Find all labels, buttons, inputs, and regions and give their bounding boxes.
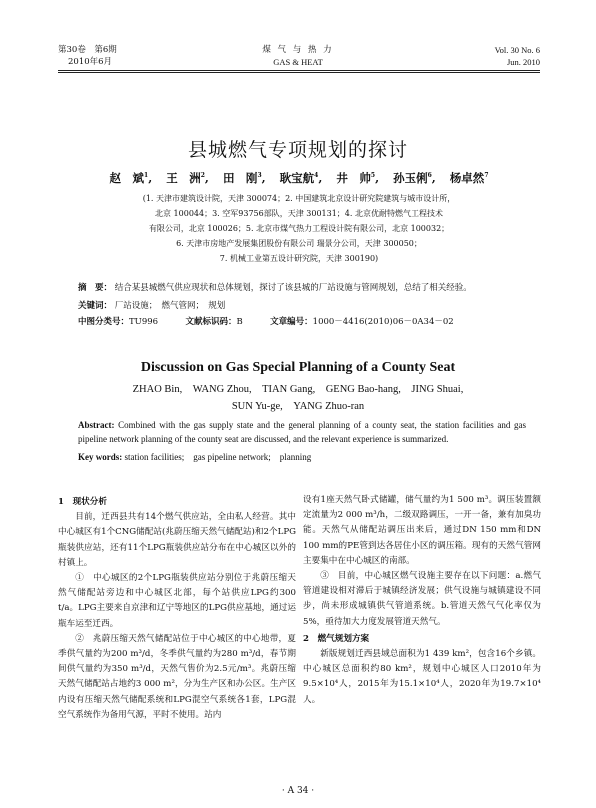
author-affiliation-mark: 2 (200, 172, 205, 180)
english-abstract (78, 418, 526, 464)
body-paragraph: ③ 目前，中心城区燃气设施主要存在以下问题：a.燃气管道建设相对滞后于城镇经济发展；供气设施与城镇建设不同步，尚未形成城镇供气管道系统。b.管道天然气气化率仅为5%，亟待加大力度发展管道天然气。 (303, 571, 541, 627)
english-authors-line: SUN Yu-ge, YANG Zhuo-ran (231, 401, 365, 412)
affiliation-line: 有限公司，北京 100026；5. 北京市煤气热力工程设计院有限公司，北京 100032； (148, 224, 450, 233)
affiliation-line: 北京 100044；3. 空军93756部队，天津 300131；4. 北京优耐特燃气工程技术 (155, 209, 443, 218)
body-paragraph: 设有1座天然气卧式储罐，储气量约为1 500 m³。调压装置额定流量为2 000 m³/h，二级双路调压，一开一备，兼有加臭功能。天然气从储配站调压出来后，通过DN 150 mm和DN 100 mm的PE管到达各居住小区的调压箱。现有的天然气管网主要集中在中心城区的南部。 (303, 495, 541, 566)
author-list (58, 170, 540, 186)
header-vol-en (495, 44, 540, 68)
affiliations (70, 191, 528, 266)
header-journal-issue (58, 44, 117, 68)
author-name: 王 洲 (166, 171, 201, 185)
author-affiliation-mark: 7 (484, 172, 489, 180)
author-affiliation-mark: 6 (427, 172, 432, 180)
body-paragraph: 新版规划迁西县域总面积为1 439 km²，包含16个乡镇。中心城区总面积约80 km²，规划中心城区人口2010年为9.5×10⁴人，2015年为15.1×10⁴人，2020年为19.7×10⁴人。 (303, 649, 541, 705)
classification-line (78, 315, 528, 329)
keywords-zh-label: 关键词： (78, 301, 113, 311)
author-separator: , (375, 171, 380, 185)
author-name: 井 帅 (336, 171, 371, 185)
abstract-zh-text: 结合某县城燃气供应现状和总体规划，探讨了该县城的厂站设施与管网规划，总结了相关经验。 (114, 283, 472, 293)
body-left-column (58, 493, 296, 723)
section-heading: 2 燃气规划方案 (303, 633, 370, 644)
header-month: Jun. 2010 (506, 57, 540, 67)
author-affiliation-mark: 5 (370, 172, 376, 180)
body-paragraph: ② 兆蔚压缩天然气储配站位于中心城区的中心地带，夏季供气量约为200 m³/d，冬季供气量约为280 m³/d，春节期间供气量约为350 m³/d，天然气售价为2.5元/m³。兆蔚压缩天然气储配站占地约3 000 m²，分为生产区和办公区。生产区内设有压缩天然气储配系统和LPG混空气系统各1套，LPG混空气系统作为备用气源，平时不使用。站内 (58, 633, 296, 720)
body-paragraph: ① 中心城区的2个LPG瓶装供应站分别位于兆蔚压缩天然气储配站旁边和中心城区北部，每个站供应LPG约300 t/a。LPG主要来自京津和辽宁等地区的LPG供应基地，通过运瓶车运至迁西。 (58, 573, 296, 629)
body-paragraph: 目前，迁西县共有14个燃气供应站，全由私人经营。其中中心城区有1个CNG储配站(兆蔚压缩天然气储配站)和2个LPG瓶装供应站，还有11个LPG瓶装供应站分布在中心城区以外的村镇上。 (58, 512, 296, 568)
author-affiliation-mark: 4 (314, 172, 319, 180)
english-keywords (78, 450, 526, 464)
author-affiliation-mark: 3 (257, 172, 262, 180)
author-separator: , (261, 171, 266, 185)
header-date: 2010年6月 (68, 57, 113, 67)
english-title: Discussion on Gas Special Planning of a County Seat (140, 360, 456, 375)
article-no-label: 文章编号： (270, 317, 313, 327)
doc-code-value: B (236, 317, 243, 327)
affiliation-line: (1. 天津市建筑设计院，天津 300074；2. 中国建筑北京设计研究院建筑与城市设计所， (142, 194, 456, 203)
header-rule-thin (58, 72, 540, 73)
english-abstract-body (78, 418, 526, 446)
english-authors-line: ZHAO Bin, WANG Zhou, TIAN Gang, GENG Bao-hang, JING Shuai, (132, 384, 464, 395)
header-journal-cn: 煤 气 与 热 力 (262, 45, 334, 55)
author-name: 赵 斌 (109, 171, 144, 185)
doc-code-label: 文献标识码： (185, 317, 237, 327)
english-authors (70, 381, 526, 415)
english-keywords-label: Key words: (78, 452, 123, 462)
author-name: 杨卓然 (449, 171, 485, 185)
affiliation-line: 7. 机械工业第五设计研究院，天津 300190) (219, 254, 379, 263)
abstract-zh-label: 摘 要： (78, 283, 113, 293)
abstract-zh (78, 281, 528, 329)
author-separator: , (148, 171, 153, 185)
article-no-value: 1000－4416(2010)06－0A34－02 (312, 317, 454, 327)
clc-label: 中图分类号： (78, 317, 130, 327)
affiliation-line: 6. 天津市房地产发展集团股份有限公司 瑞景分公司，天津 300050； (176, 239, 422, 248)
page-number: · A 34 · (281, 786, 315, 796)
author-separator: , (318, 171, 323, 185)
author-name: 耿宝航 (279, 171, 315, 185)
body-right-column (303, 493, 541, 708)
author-separator: , (204, 171, 209, 185)
abstract-zh-body (78, 281, 528, 295)
header-rule (58, 70, 540, 71)
header-volume: 第30卷 第6期 (58, 45, 117, 55)
english-abstract-label: Abstract: (78, 420, 115, 430)
paper-title: 县城燃气专项规划的探讨 (187, 139, 408, 161)
english-keywords-text: station facilities; gas pipeline network; planning (124, 452, 312, 462)
section-heading: 1 现状分析 (58, 497, 107, 507)
header-vol-no: Vol. 30 No. 6 (494, 45, 540, 55)
author-name: 田 刚 (222, 171, 258, 185)
author-separator: , (431, 171, 436, 185)
english-abstract-text: Combined with the gas supply state and the general planning of a county seat, the station facilities and gas pipeline network planning of the county seat are discussed, and the relevant experience is summarized. (78, 420, 527, 444)
author-affiliation-mark: 1 (144, 172, 149, 180)
header-journal-name (248, 44, 348, 68)
clc-value: TU996 (129, 317, 159, 327)
author-name: 孙玉俐 (393, 171, 428, 185)
keywords-zh-text: 厂站设施； 燃气管网； 规划 (114, 301, 226, 311)
keywords-zh (78, 299, 528, 313)
header-journal-en: GAS & HEAT (273, 57, 323, 67)
